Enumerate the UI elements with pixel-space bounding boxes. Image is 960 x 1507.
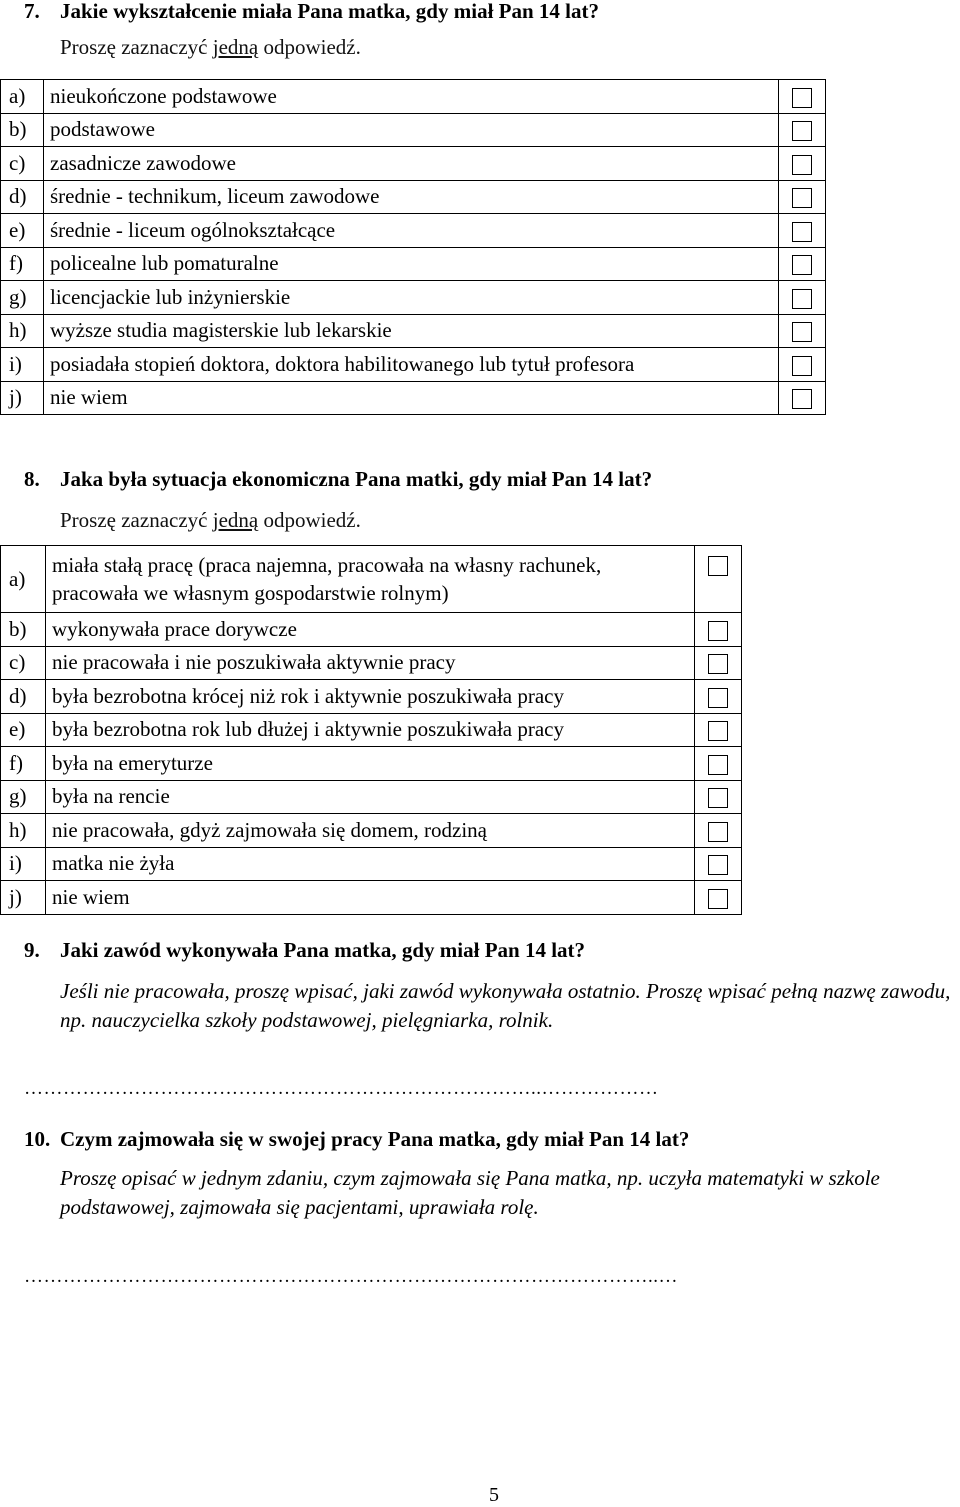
option-letter: f) [1, 747, 46, 781]
option-letter: c) [1, 147, 44, 181]
option-label: średnie - technikum, liceum zawodowe [44, 180, 779, 214]
checkbox[interactable] [792, 121, 812, 141]
option-checkbox-cell [779, 147, 826, 181]
option-letter: g) [1, 780, 46, 814]
option-label: była bezrobotna krócej niż rok i aktywnie poszukiwała pracy [46, 680, 695, 714]
option-checkbox-cell [695, 680, 742, 714]
q7-option-row [1, 80, 826, 114]
option-label: posiadała stopień doktora, doktora habilitowanego lub tytuł profesora [44, 348, 779, 382]
option-label: nie wiem [44, 381, 779, 415]
q8-option-row [1, 613, 742, 647]
checkbox[interactable] [792, 222, 812, 242]
question-10-hint: Proszę opisać w jednym zdaniu, czym zajmowała się Pana matka, np. uczyła matematyki w szkole podstawowej, zajmowała się pacjentami, uprawiała rolę. [60, 1166, 880, 1219]
option-letter: a) [1, 546, 46, 613]
question-7-text: Jakie wykształcenie miała Pana matka, gdy miał Pan 14 lat? [60, 0, 599, 23]
option-letter: e) [1, 214, 44, 248]
q7-option-row [1, 348, 826, 382]
option-checkbox-cell [779, 381, 826, 415]
option-label: była na emeryturze [46, 747, 695, 781]
option-letter: i) [1, 348, 44, 382]
option-checkbox-cell [779, 113, 826, 147]
q8-option-row [1, 847, 742, 881]
option-checkbox-cell [695, 881, 742, 915]
option-checkbox-cell [779, 281, 826, 315]
option-letter: g) [1, 281, 44, 315]
option-checkbox-cell [695, 613, 742, 647]
question-8-instruction: Proszę zaznaczyć jedną odpowiedź. [60, 508, 361, 532]
checkbox[interactable] [792, 322, 812, 342]
option-checkbox-cell [695, 713, 742, 747]
checkbox[interactable] [708, 822, 728, 842]
option-label: nieukończone podstawowe [44, 80, 779, 114]
option-label: była bezrobotna rok lub dłużej i aktywnie poszukiwała pracy [46, 713, 695, 747]
option-label: nie pracowała, gdyż zajmowała się domem, rodziną [46, 814, 695, 848]
q8-option-row [1, 546, 742, 613]
option-checkbox-cell [695, 814, 742, 848]
option-letter: c) [1, 646, 46, 680]
q7-option-row [1, 113, 826, 147]
q8-option-row [1, 780, 742, 814]
option-letter: i) [1, 847, 46, 881]
option-checkbox-cell [695, 646, 742, 680]
question-7-options-table [0, 79, 826, 415]
option-letter: d) [1, 680, 46, 714]
option-letter: h) [1, 314, 44, 348]
question-9-answer-line[interactable]: ……………………………………………………………………..……………… [24, 1078, 659, 1099]
q7-option-row [1, 281, 826, 315]
checkbox[interactable] [792, 289, 812, 309]
option-checkbox-cell [779, 314, 826, 348]
option-label: licencjackie lub inżynierskie [44, 281, 779, 315]
question-9-title [24, 937, 585, 963]
checkbox[interactable] [708, 755, 728, 775]
checkbox[interactable] [708, 654, 728, 674]
option-label: nie wiem [46, 881, 695, 915]
q8-option-row [1, 747, 742, 781]
question-9-hint: Jeśli nie pracowała, proszę wpisać, jaki zawód wykonywała ostatnio. Proszę wpisać pełną nazwę zawodu, np. nauczycielka szkoły podstawowej, pielęgniarka, rolnik. [60, 979, 951, 1032]
checkbox[interactable] [792, 155, 812, 175]
q8-option-row [1, 680, 742, 714]
checkbox[interactable] [792, 356, 812, 376]
q8-option-row [1, 881, 742, 915]
checkbox[interactable] [792, 88, 812, 108]
checkbox[interactable] [708, 556, 728, 576]
option-letter: d) [1, 180, 44, 214]
checkbox[interactable] [708, 889, 728, 909]
question-10-number: 10. [24, 1127, 51, 1151]
option-letter: j) [1, 881, 46, 915]
checkbox[interactable] [792, 188, 812, 208]
question-7-title [24, 0, 599, 24]
option-label: wyższe studia magisterskie lub lekarskie [44, 314, 779, 348]
option-letter: a) [1, 80, 44, 114]
q8-option-row [1, 814, 742, 848]
checkbox[interactable] [792, 255, 812, 275]
option-label: miała stałą pracę (praca najemna, pracowała na własny rachunek, pracowała we własnym gospodarstwie rolnym) [46, 546, 695, 613]
option-label: matka nie żyła [46, 847, 695, 881]
q8-option-row [1, 646, 742, 680]
option-label: policealne lub pomaturalne [44, 247, 779, 281]
checkbox[interactable] [708, 688, 728, 708]
checkbox[interactable] [708, 855, 728, 875]
option-label: była na rencie [46, 780, 695, 814]
question-8-text: Jaka była sytuacja ekonomiczna Pana matki, gdy miał Pan 14 lat? [60, 467, 653, 491]
question-7-number: 7. [24, 0, 40, 23]
question-8-number: 8. [24, 467, 40, 491]
q7-option-row [1, 214, 826, 248]
option-label: nie pracowała i nie poszukiwała aktywnie pracy [46, 646, 695, 680]
option-checkbox-cell [779, 247, 826, 281]
option-checkbox-cell [695, 546, 742, 613]
question-10-title [24, 1126, 689, 1152]
question-9-text: Jaki zawód wykonywała Pana matka, gdy miał Pan 14 lat? [60, 938, 586, 962]
option-letter: h) [1, 814, 46, 848]
question-10-answer-line[interactable]: ……………………………………………………………………………………..… [24, 1266, 678, 1287]
q7-option-row [1, 180, 826, 214]
option-letter: b) [1, 113, 44, 147]
option-letter: e) [1, 713, 46, 747]
option-label: wykonywała prace dorywcze [46, 613, 695, 647]
option-letter: f) [1, 247, 44, 281]
option-checkbox-cell [779, 348, 826, 382]
q7-option-row [1, 381, 826, 415]
q8-option-row [1, 713, 742, 747]
checkbox[interactable] [708, 621, 728, 641]
q7-option-row [1, 247, 826, 281]
question-10-text: Czym zajmowała się w swojej pracy Pana matka, gdy miał Pan 14 lat? [60, 1127, 690, 1151]
option-letter: j) [1, 381, 44, 415]
question-8-title [24, 466, 652, 492]
page-number: 5 [489, 1484, 499, 1506]
q7-option-row [1, 314, 826, 348]
q7-option-row [1, 147, 826, 181]
option-label: podstawowe [44, 113, 779, 147]
option-letter: b) [1, 613, 46, 647]
checkbox[interactable] [792, 389, 812, 409]
checkbox[interactable] [708, 721, 728, 741]
option-checkbox-cell [695, 847, 742, 881]
option-checkbox-cell [695, 780, 742, 814]
option-label: zasadnicze zawodowe [44, 147, 779, 181]
option-label: średnie - liceum ogólnokształcące [44, 214, 779, 248]
option-checkbox-cell [779, 180, 826, 214]
checkbox[interactable] [708, 788, 728, 808]
question-8-options-table [0, 545, 742, 915]
option-checkbox-cell [695, 747, 742, 781]
option-checkbox-cell [779, 214, 826, 248]
option-checkbox-cell [779, 80, 826, 114]
question-9-number: 9. [24, 938, 40, 962]
question-7-instruction: Proszę zaznaczyć jedną odpowiedź. [60, 35, 361, 59]
